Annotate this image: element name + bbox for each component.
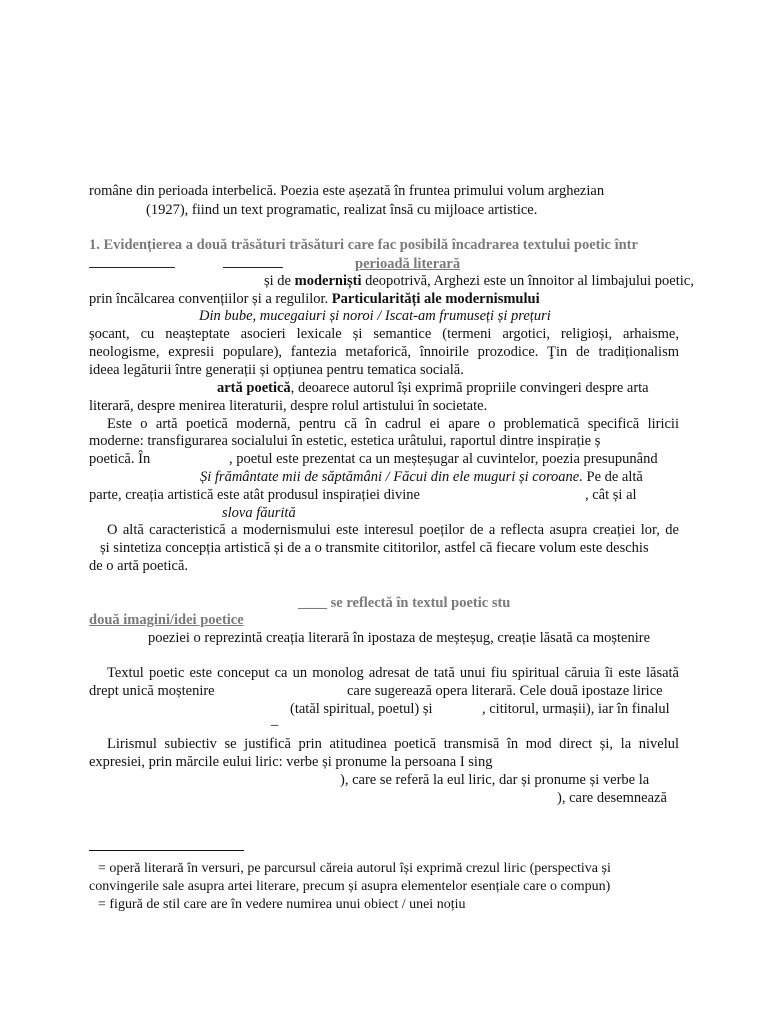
s1-line-2: prin încălcarea convențiilor și a regulilor. Particularități ale modernismului — [89, 291, 540, 307]
s1-line-9: Este o artă poetică modernă, pentru că în cadrul ei apare o problematică specifică liricii — [107, 416, 679, 432]
s1-line-17: de o artă poetică. — [89, 558, 189, 574]
s2-line-3: drept unică moștenire — [89, 683, 215, 699]
section-2-heading-line-2: două imagini/idei poetice — [89, 612, 244, 628]
s2-line-9: ), care desemnează — [557, 790, 667, 806]
s1-line-13-cont: , cât și al — [585, 487, 637, 503]
intro-line-1: române din perioada interbelică. Poezia este așezată în fruntea primului volum arghezian — [89, 183, 605, 199]
s1-line-1: și de moderniști deopotrivă, Arghezi este un înnoitor al limbajului poetic, — [264, 273, 694, 289]
s2-line-4-cont: , cititorul, urmașii), iar în finalul — [482, 701, 670, 717]
s2-dash: – — [271, 717, 279, 733]
s1-line-11: poetică. În — [89, 451, 151, 467]
section-1-heading-continuation: perioadă literară — [355, 256, 461, 272]
section-1-heading: 1. Evidențierea a două trăsături trăsături care fac posibilă încadrarea textului poetic într — [89, 237, 638, 253]
s2-line-4: (tatăl spiritual, poetul) și — [290, 701, 433, 717]
s1-line-10: moderne: transfigurarea socialului în estetic, estetica urâtului, raportul dintre inspirație ș — [89, 433, 601, 449]
s2-line-6: Lirismul subiectiv se justifică prin atitudinea poetică transmisă în mod direct și, la nivelul — [107, 736, 679, 752]
section-2-heading: ____ se reflectă în textul poetic stu — [298, 595, 511, 611]
blank-line — [223, 255, 283, 268]
s1-line-11-cont: , poetul este prezentat ca un meșteșugar al cuvintelor, poezia presupunând — [229, 451, 658, 467]
s1-line-5: neologisme, expresii populare), fantezia metaforică, înnoirile prozodice. Ţin de tradiționalism — [89, 344, 679, 360]
s1-line-15: O altă caracteristică a modernismului este interesul poeților de a reflecta asupra creației lor, de — [107, 522, 679, 538]
footnote-2: = figură de stil care are în vedere numirea unui obiect / unei noțiu — [98, 897, 466, 912]
s1-line-7: artă poetică, deoarece autorul își exprimă propriile convingeri despre arta — [217, 380, 649, 396]
section-1-heading-line-2 — [89, 255, 283, 273]
intro-line-2: (1927), fiind un text programatic, realizat însă cu mijloace artistice. — [146, 202, 538, 218]
s1-line-16: și sintetiza concepția artistică și de a o transmite cititorilor, astfel că fiecare volum este deschis — [100, 540, 649, 556]
s1-line-4: șocant, cu neașteptate asocieri lexicale și semantice (termeni argotici, religioși, arhaisme, — [89, 326, 679, 342]
s1-line-12: Și frământate mii de săptămâni / Făcui din ele muguri și coroane. Pe de altă — [200, 469, 643, 485]
s2-line-3-cont: care sugerează opera literară. Cele două ipostaze lirice — [347, 683, 663, 699]
s2-line-7: expresiei, prin mărcile eului liric: verbe și pronume la persoana I sing — [89, 754, 493, 770]
blank-line — [89, 255, 175, 268]
s2-line-2: Textul poetic este conceput ca un monolog adresat de tată unui fiu spiritual căruia îi este lăsată — [107, 665, 679, 681]
s1-line-6: ideea legăturii între generații și opțiunea pentru tematica socială. — [89, 362, 464, 378]
s2-line-8: ), care se referă la eul liric, dar și pronume și verbe la — [340, 772, 650, 788]
footnote-1: = operă literară în versuri, pe parcursul căreia autorul își exprimă crezul liric (perspectiva și — [98, 861, 611, 876]
s1-quote-3: slova făurită — [222, 505, 296, 521]
s1-line-8: literară, despre menirea literaturii, despre rolul artistului în societate. — [89, 398, 488, 414]
s1-line-13: parte, creația artistică este atât produsul inspirației divine — [89, 487, 420, 503]
footnote-separator — [89, 850, 244, 851]
footnote-1-cont: convingerile sale asupra artei literare, precum și asupra elementelor esențiale care o compun) — [89, 879, 611, 894]
s2-line-1: poeziei o reprezintă creația literară în ipostaza de meșteșug, creație lăsată ca moștenire — [148, 630, 650, 646]
s1-quote-1: Din bube, mucegaiuri și noroi / Iscat-am frumuseți și prețuri — [199, 308, 551, 324]
